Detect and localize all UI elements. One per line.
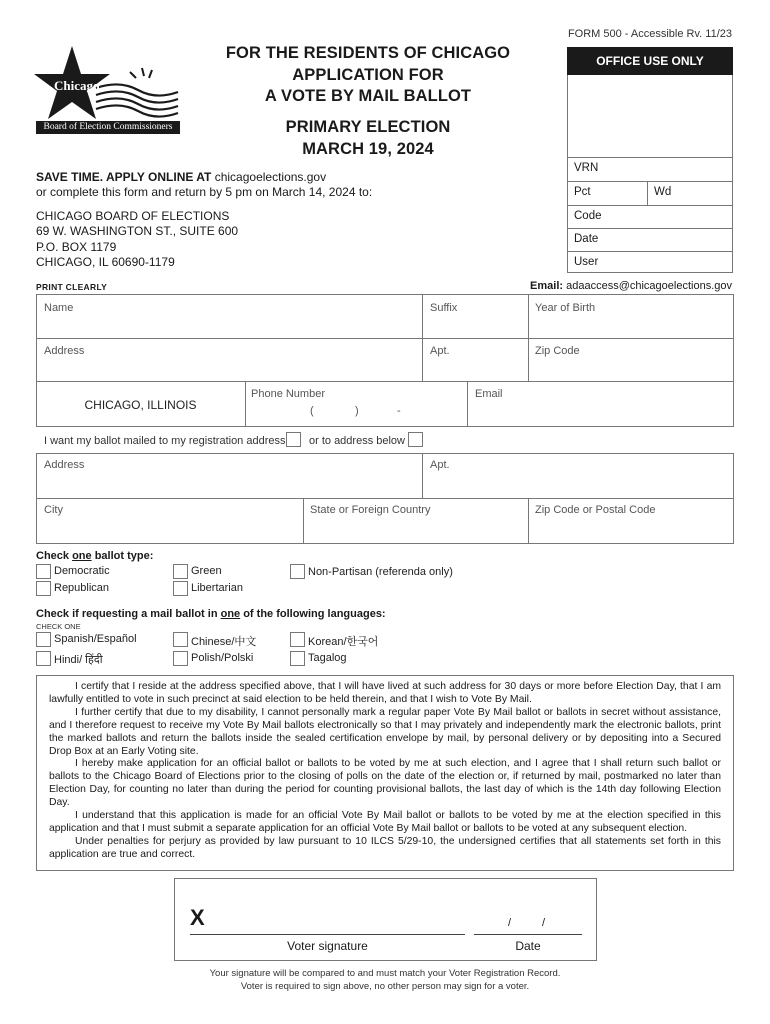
mail-to-below-label: or to address below	[309, 435, 405, 447]
footer-line-2: Voter is required to sign above, no other person may sign for a voter.	[240, 981, 530, 992]
grid-line	[36, 381, 734, 382]
cert-paragraph: I certify that I reside at the address specified above, that I will have lived at such address for 30 days or more before Election Day, that I am lawfully entitled to vote in such precinct at said election to be held therein, and that I wish to Vote By Mail.	[49, 681, 721, 705]
hindi-checkbox[interactable]	[36, 651, 51, 666]
office-pct	[567, 181, 733, 204]
ballot-type-heading	[36, 550, 153, 562]
logo-city-text: Chicago	[54, 78, 100, 93]
mail-to-below-checkbox[interactable]	[408, 432, 423, 447]
non-partisan-checkbox[interactable]	[290, 564, 305, 579]
grid-line	[422, 294, 423, 382]
year-of-birth-field[interactable]: Year of Birth	[535, 302, 596, 314]
tagalog-label: Tagalog	[308, 652, 347, 664]
phone-field[interactable]: Phone Number	[251, 388, 325, 400]
libertarian-label: Libertarian	[191, 582, 243, 594]
grid-line	[528, 294, 529, 382]
non-partisan-label: Non-Partisan (referenda only)	[308, 566, 453, 578]
republican-label: Republican	[54, 582, 110, 594]
grid-line	[36, 338, 734, 339]
voter-signature-label: Voter signature	[287, 939, 368, 953]
korean-checkbox[interactable]	[290, 632, 305, 647]
republican-checkbox[interactable]	[36, 581, 51, 596]
certification-text	[36, 675, 734, 871]
languages-heading-emph: one	[220, 608, 241, 620]
mail-apt-field[interactable]: Apt.	[430, 459, 450, 471]
mail-to-registration-checkbox[interactable]	[286, 432, 301, 447]
save-time-url[interactable]: chicagoelections.gov	[214, 170, 327, 184]
date-label: Date	[515, 939, 541, 953]
office-code: Code	[567, 205, 733, 228]
green-checkbox[interactable]	[173, 564, 188, 579]
signature-line[interactable]	[190, 934, 465, 935]
mail-address-field[interactable]: Address	[44, 459, 85, 471]
phone-area-close: )	[355, 405, 359, 417]
spanish-label: Spanish/Español	[54, 633, 137, 645]
chinese-checkbox[interactable]	[173, 632, 188, 647]
date-slash-2: /	[542, 917, 546, 929]
grid-line	[528, 498, 529, 544]
grid-line	[245, 381, 246, 427]
phone-dash: -	[397, 405, 401, 417]
languages-heading	[36, 608, 386, 620]
cert-paragraph: Under penalties for perjury as provided by law pursuant to 10 ILCS 5/29-10, the undersigned certifies that all statements set forth in this application are true and correct.	[49, 835, 721, 860]
mailing-address-line-1: CHICAGO BOARD OF ELECTIONS	[36, 209, 230, 223]
check-one-note: CHECK ONE	[36, 622, 81, 631]
election-name: PRIMARY ELECTION	[285, 118, 451, 136]
languages-heading-post: of the following languages:	[240, 608, 386, 620]
name-field[interactable]: Name	[44, 302, 74, 314]
ballot-type-heading-emph: one	[72, 550, 92, 562]
contact-email-label: Email:	[530, 280, 564, 292]
contact-email	[530, 280, 732, 292]
grid-line	[36, 498, 734, 499]
board-logo	[34, 44, 182, 136]
grid-line	[467, 381, 468, 427]
zip-code-field[interactable]: Zip Code	[535, 345, 580, 357]
phone-area-open: (	[310, 405, 314, 417]
signature-x-mark: X	[190, 905, 205, 930]
mailing-address-line-3: P.O. BOX 1179	[36, 240, 117, 254]
cert-paragraph: I further certify that due to my disability, I cannot personally mark a regular paper Vote By Mail ballot or ballots in secret without assistance, and I therefore request to receive my Vote By Mail ballots electronically so that I may privately and independently mark the electronic ballots, print the marked ballots and return the ballots inside the sealed certification envelope by mail, by personal delivery or by depositing into a Secured Drop Box at an Early Voting site.	[49, 706, 721, 757]
office-vrn: VRN	[567, 157, 733, 180]
cert-paragraph: I hereby make application for an official ballot or ballots to be voted by me at such election, and I agree that I shall return such ballot or ballots to the Chicago Board of Elections prior to the closing of polls on the date of the election or, if returned by mail, postmarked no later than Election Day, for counting no later than during the period for counting provisional ballots, the last day of which is the 14th day following Election Day.	[49, 758, 721, 809]
email-field[interactable]: Email	[475, 388, 503, 400]
polish-label: Polish/Polski	[191, 652, 254, 664]
office-date: Date	[567, 228, 733, 251]
form-id: FORM 500 - Accessible Rv. 11/23	[567, 28, 732, 40]
grid-line	[303, 498, 304, 544]
chinese-label: Chinese/中文	[191, 636, 257, 648]
green-label: Green	[191, 565, 222, 577]
mail-zip-field[interactable]: Zip Code or Postal Code	[535, 504, 656, 516]
contact-email-value[interactable]: adaaccess@chicagoelections.gov	[566, 280, 732, 292]
ballot-type-heading-pre: Check	[36, 550, 73, 562]
save-time-instructions: or complete this form and return by 5 pm on March 14, 2024 to:	[36, 185, 373, 199]
mail-to-registration-label: I want my ballot mailed to my registration address	[44, 435, 286, 447]
office-pct-label: Pct	[574, 186, 591, 198]
grid-line	[422, 453, 423, 499]
suffix-field[interactable]: Suffix	[430, 302, 458, 314]
mailing-address-line-4: CHICAGO, IL 60690-1179	[36, 255, 175, 269]
apt-field[interactable]: Apt.	[430, 345, 450, 357]
title-line-1: FOR THE RESIDENTS OF CHICAGO	[225, 44, 511, 62]
election-date: MARCH 19, 2024	[302, 140, 434, 158]
office-wd: Wd	[654, 186, 672, 198]
mail-city-field[interactable]: City	[44, 504, 63, 516]
languages-heading-pre: Check if requesting a mail ballot in	[36, 608, 221, 620]
save-time-prefix: SAVE TIME. APPLY ONLINE AT	[36, 170, 212, 184]
office-use-header: OFFICE USE ONLY	[567, 47, 733, 75]
democratic-checkbox[interactable]	[36, 564, 51, 579]
date-slash-1: /	[508, 917, 512, 929]
city-state-value: CHICAGO, ILLINOIS	[84, 398, 197, 412]
mailing-address-line-2: 69 W. WASHINGTON ST., SUITE 600	[36, 224, 239, 238]
mail-state-field[interactable]: State or Foreign Country	[310, 504, 431, 516]
address-field[interactable]: Address	[44, 345, 85, 357]
tagalog-checkbox[interactable]	[290, 651, 305, 666]
ballot-type-heading-post: ballot type:	[91, 550, 154, 562]
logo-banner: Board of Election Commissioners	[36, 121, 180, 134]
hindi-label: Hindi/ हिंदी	[54, 654, 103, 666]
save-time-line	[36, 170, 326, 184]
office-wd-divider	[647, 181, 648, 205]
polish-checkbox[interactable]	[173, 651, 188, 666]
title-line-2: APPLICATION FOR	[292, 66, 444, 84]
print-clearly: PRINT CLEARLY	[36, 282, 108, 292]
footer-line-1: Your signature will be compared to and must match your Voter Registration Record.	[209, 968, 561, 979]
libertarian-checkbox[interactable]	[173, 581, 188, 596]
korean-label: Korean/한국어	[308, 636, 379, 648]
date-line[interactable]	[474, 934, 582, 935]
title-line-3: A VOTE BY MAIL BALLOT	[264, 87, 472, 105]
spanish-checkbox[interactable]	[36, 632, 51, 647]
cert-paragraph: I understand that this application is made for an official Vote By Mail ballot or ballots to be voted by me at the election specified in this application and that I must submit a separate application for an official Vote By Mail ballot or ballots to be voted at any subsequent election.	[49, 810, 721, 834]
office-user: User	[567, 251, 733, 274]
democratic-label: Democratic	[54, 565, 110, 577]
